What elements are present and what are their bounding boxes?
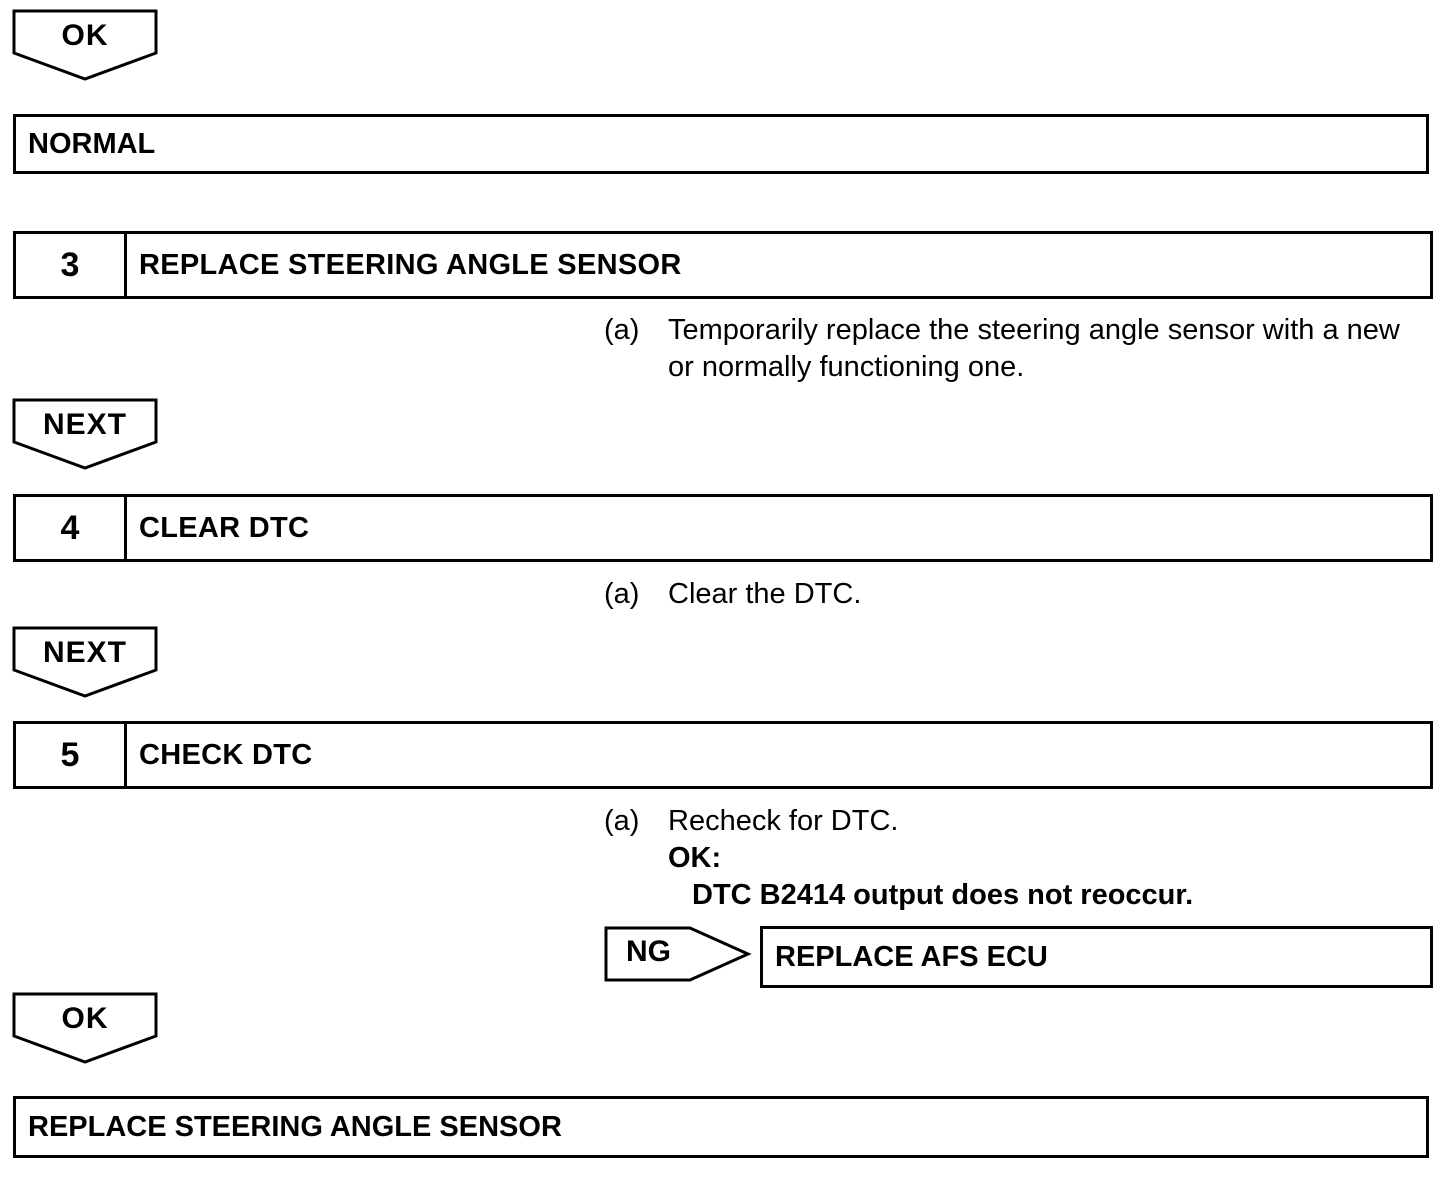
ok-criteria-text: DTC B2414 output does not reoccur. xyxy=(692,879,1194,911)
ok-criteria-label: OK: xyxy=(668,842,722,874)
step-5-instruction xyxy=(604,803,1434,914)
next-arrow-after-step-3 xyxy=(12,398,158,470)
step-number: 3 xyxy=(16,234,127,296)
final-outcome-box: REPLACE STEERING ANGLE SENSOR xyxy=(13,1096,1429,1158)
instruction-marker: (a) xyxy=(604,314,640,346)
next-arrow-after-step-4 xyxy=(12,626,158,698)
step-title: CHECK DTC xyxy=(139,738,313,771)
step-title: CLEAR DTC xyxy=(139,511,310,544)
ok-result-arrow-bottom xyxy=(12,992,158,1064)
ok-result-arrow-top xyxy=(12,9,158,81)
step-3-instruction xyxy=(604,312,1434,386)
step-number: 4 xyxy=(16,497,127,559)
step-title: REPLACE STEERING ANGLE SENSOR xyxy=(139,248,682,281)
step-5-header xyxy=(13,721,1433,789)
ng-action-box: REPLACE AFS ECU xyxy=(760,926,1433,988)
normal-outcome-box: NORMAL xyxy=(13,114,1429,174)
instruction-text-line-2: or normally functioning one. xyxy=(668,351,1025,383)
step-4-header xyxy=(13,494,1433,562)
instruction-marker: (a) xyxy=(604,578,640,610)
instruction-text: Recheck for DTC. xyxy=(668,805,899,837)
instruction-text: Clear the DTC. xyxy=(668,578,862,610)
next-label: NEXT xyxy=(42,408,127,441)
instruction-marker: (a) xyxy=(604,805,640,837)
step-number: 5 xyxy=(16,724,127,786)
ng-result-arrow xyxy=(604,926,750,984)
instruction-text-line-1: Temporarily replace the steering angle sensor with a new xyxy=(668,314,1400,346)
ok-label: OK xyxy=(61,1002,109,1035)
step-3-header xyxy=(13,231,1433,299)
next-label: NEXT xyxy=(42,636,127,669)
ng-label: NG xyxy=(626,935,671,968)
step-4-instruction xyxy=(604,576,1434,613)
ok-label: OK xyxy=(61,19,109,52)
